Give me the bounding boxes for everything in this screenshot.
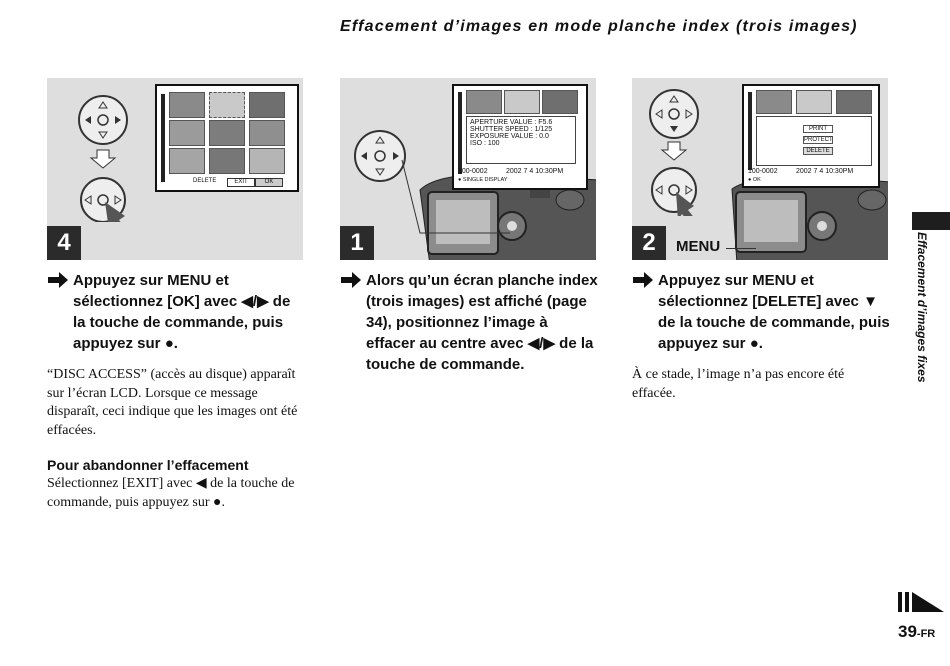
screen-ok-button: OK <box>255 178 283 187</box>
screen-exit-button: EXIT <box>227 178 255 187</box>
page-suffix: -FR <box>916 628 936 640</box>
date-time: 2002 7 4 10:30PM <box>506 168 564 175</box>
menu-item-protect: PROTECT <box>804 137 833 143</box>
menu-item-print: PRINT <box>803 125 833 133</box>
info-row: SHUTTER SPEED : 1/125 <box>470 126 553 133</box>
lcd-screen <box>452 84 588 190</box>
instruction-text: Appuyez sur MENU et sélectionnez [DELETE] avec ▼ de la touche de commande, puis appuyez sur ●. <box>658 272 890 352</box>
instruction-step-1 <box>340 270 598 380</box>
info-row: ISO : 100 <box>470 140 500 147</box>
section-label <box>912 232 932 402</box>
disc-access-note: “DISC ACCESS” (accès au disque) apparaît sur l’écran LCD. Lorsque ce message disparaît, ceci indique que les images ont été effacées. <box>47 367 298 438</box>
screen-sub-label: ● OK <box>748 177 761 183</box>
instruction-step-4 <box>47 270 305 358</box>
page-title: Effacement d’images en mode planche index (trois images) <box>340 18 858 35</box>
section-tab <box>912 212 950 230</box>
info-box <box>466 116 576 164</box>
right-arrow-icon <box>632 270 654 290</box>
right-arrow-icon <box>340 270 362 290</box>
panel-step-1 <box>340 78 596 260</box>
section-label-text: Effacement d’images fixes <box>915 232 929 383</box>
instruction-text: Appuyez sur MENU et sélectionnez [OK] avec ◀/▶ de la touche de commande, puis appuyez sur ●. <box>73 272 291 352</box>
file-number: 100-0002 <box>748 168 778 175</box>
right-arrow-icon <box>47 270 69 290</box>
continue-marker-icon <box>898 592 944 612</box>
file-number: 100-0002 <box>458 168 488 175</box>
menu-button-label: MENU <box>676 238 721 255</box>
page-number-value: 39 <box>898 622 917 641</box>
menu-item-delete: DELETE <box>803 147 833 155</box>
screen-sub-label: ● SINGLE DISPLAY <box>458 177 508 183</box>
info-row: EXPOSURE VALUE : 0.0 <box>470 133 549 140</box>
page-number <box>898 622 935 642</box>
menu-box <box>756 116 872 166</box>
step-number: 2 <box>632 226 666 260</box>
instruction-step-2 <box>632 270 890 358</box>
lcd-screen <box>155 84 299 192</box>
step-number: 4 <box>47 226 81 260</box>
control-pad-icon <box>75 92 135 222</box>
panel-step-2 <box>632 78 888 260</box>
cancel-heading: Pour abandonner l’effacement <box>47 457 249 473</box>
step-number: 1 <box>340 226 374 260</box>
lcd-screen <box>742 84 880 188</box>
menu-list <box>803 125 831 159</box>
control-pad-icon <box>646 86 706 216</box>
instruction-text: Alors qu’un écran planche index (trois images) est affiché (page 34), positionnez l’image à effacer au centre avec ◀/▶ de la touche de commande. <box>366 272 598 373</box>
date-time: 2002 7 4 10:30PM <box>796 168 854 175</box>
screen-delete-label: DELETE <box>193 178 217 184</box>
panel-step-4 <box>47 78 303 260</box>
info-row: APERTURE VALUE : F5.6 <box>470 119 553 126</box>
cancel-note: Sélectionnez [EXIT] avec ◀ de la touche de commande, puis appuyez sur ●. <box>47 476 295 510</box>
not-yet-deleted-note: À ce stade, l’image n’a pas encore été effacée. <box>632 367 845 401</box>
